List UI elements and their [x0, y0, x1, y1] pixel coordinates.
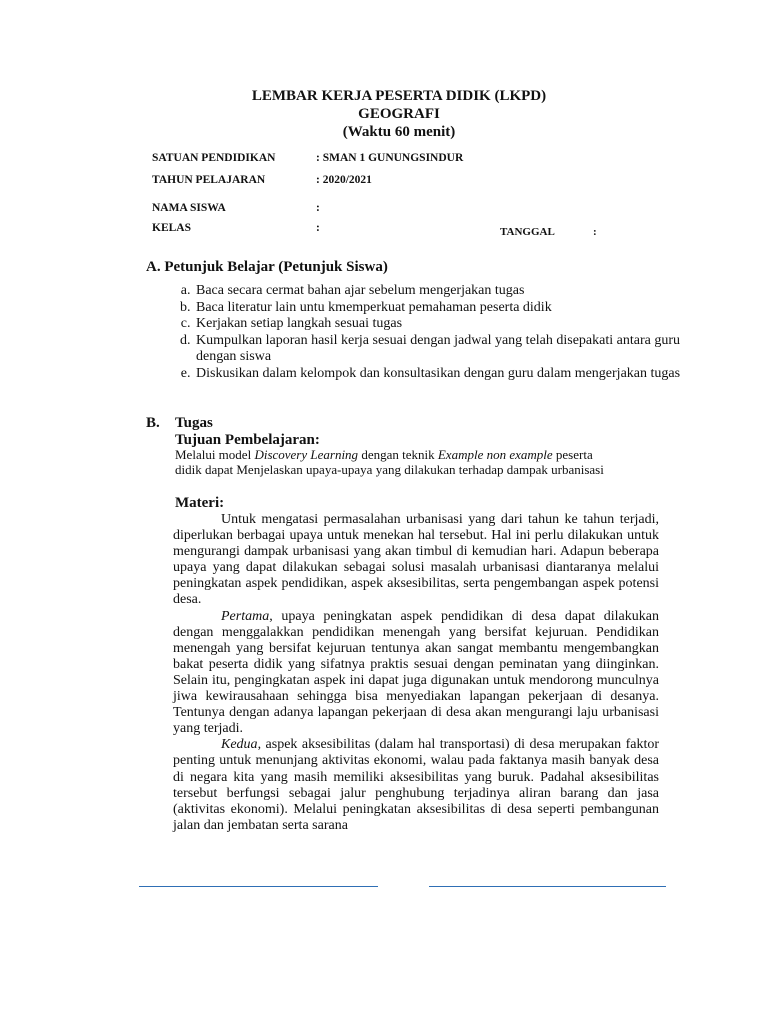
time-allotment: (Waktu 60 menit) — [342, 124, 456, 140]
subject-title: GEOGRAFI — [358, 106, 440, 122]
materi-paragraph: Untuk mengatasi permasalahan urbanisasi yang dari tahun ke tahun terjadi, diperlukan berbagai upaya untuk menekan hal tersebut. Hal ini perlu dilakukan untuk mengurangi dampak urbanisasi yang akan timbul di kemudian hari. Adapun beberapa upaya yang dapat dilakukan sebagai solusi masalah urbanisasi diantaranya melalui peningkatan aspek pendidikan, aspek aksesibilitas, serta pengembangan aspek potensi desa. — [173, 512, 659, 608]
materi-paragraph — [173, 737, 659, 834]
kelas-label: KELAS — [152, 222, 191, 234]
tahun-pelajaran-value: : 2020/2021 — [316, 174, 372, 186]
document-title: LEMBAR KERJA PESERTA DIDIK (LKPD) — [251, 88, 547, 104]
tujuan-text: dengan teknik — [358, 447, 438, 462]
list-item: b. Baca literatur lain untu kmemperkuat pemahaman peserta didik — [194, 300, 714, 317]
kelas-value: : — [316, 222, 320, 234]
tujuan-line-1 — [175, 447, 695, 463]
tanggal-value: : — [593, 226, 597, 238]
paragraph-lead: Kedua — [221, 737, 258, 753]
materi-heading: Materi: — [175, 495, 225, 511]
footer-rule-left — [139, 886, 378, 887]
footer-rule-right — [429, 886, 666, 887]
tujuan-line-2: didik dapat Menjelaskan upaya-upaya yang dilakukan terhadap dampak urbanisasi — [175, 462, 604, 477]
paragraph-text: , upaya peningkatan aspek pendidikan di desa dapat dilakukan dengan menggalakkan pendidikan menengah yang bersifat kejuruan. Pendidikan menengah yang bersifat kejuruan tentunya akan sangat membantu mengembangkan bakat peserta didik yang sifatnya praktis sesuai dengan peminatan yang diinginkan. Selain itu, pengingkatan aspek ini dapat juga digunakan untuk mendorong munculnya jiwa kewirausahaan sehingga bisa menyediakan lapangan pekerjaan di desanya. Tentunya dengan adanya lapangan pekerjaan di desa akan mengurangi laju urbanisasi yang terjadi. — [173, 608, 659, 737]
tahun-pelajaran-label: TAHUN PELAJARAN — [152, 174, 266, 186]
section-b-label: B. — [146, 415, 160, 431]
list-item: e. Diskusikan dalam kelompok dan konsultasikan dengan guru dalam mengerjakan tugas — [194, 366, 714, 383]
satuan-pendidikan-label: SATUAN PENDIDIKAN — [152, 152, 276, 164]
nama-siswa-value: : — [316, 202, 320, 214]
model-name: Discovery Learning — [254, 447, 359, 462]
nama-siswa-label: NAMA SISWA — [152, 202, 226, 214]
list-item: d. Kumpulkan laporan hasil kerja sesuai dengan jadwal yang telah disepakati antara guru dengan siswa — [194, 333, 714, 366]
paragraph-lead: Pertama — [221, 608, 270, 624]
tujuan-text: Melalui model — [175, 447, 255, 462]
materi-paragraph — [173, 609, 659, 738]
list-item: a. Baca secara cermat bahan ajar sebelum mengerjakan tugas — [194, 283, 714, 300]
technique-name: Example non example — [437, 447, 553, 462]
section-a-heading: A. Petunjuk Belajar (Petunjuk Siswa) — [146, 259, 388, 275]
instruction-list — [170, 283, 714, 383]
tanggal-label: TANGGAL — [500, 226, 555, 238]
list-item: c. Kerjakan setiap langkah sesuai tugas — [194, 316, 714, 333]
materi-body — [173, 512, 659, 834]
tujuan-heading: Tujuan Pembelajaran: — [175, 432, 320, 448]
section-b-heading: Tugas — [175, 415, 213, 431]
tujuan-text: peserta — [552, 447, 593, 462]
satuan-pendidikan-value: : SMAN 1 GUNUNGSINDUR — [316, 152, 464, 164]
paragraph-text: , aspek aksesibilitas (dalam hal transportasi) di desa merupakan faktor penting untuk menunjang aktivitas ekonomi, walau pada faktanya masih banyak desa di negara kita yang masih memiliki aksesibilitas yang buruk. Padahal aksesibilitas tersebut berfungsi sebagai jalur penghubung terjadinya aliran barang dan jasa (aktivitas ekonomi). Melalui peningkatan aksesibilitas di desa seperti pembangunan jalan dan jembatan serta sarana — [173, 737, 659, 833]
